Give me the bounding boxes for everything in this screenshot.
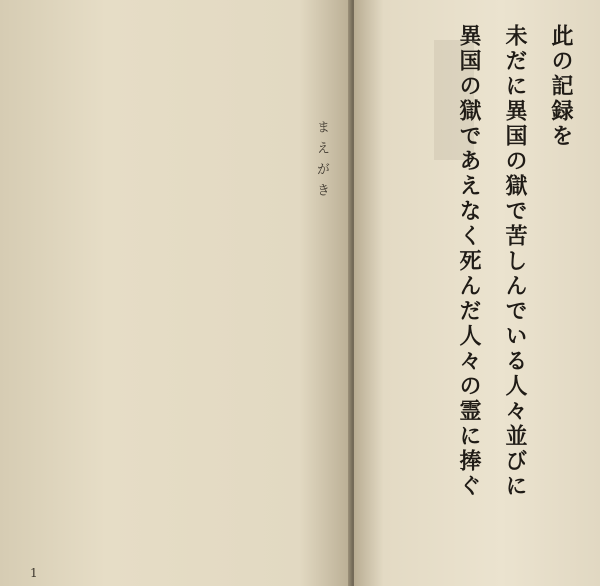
dedication-line-3: 異国の獄であえなく死んだ人々の霊に捧ぐ <box>456 24 482 499</box>
dedication-line-1: 此の記録を <box>548 24 574 149</box>
dedication <box>354 0 600 586</box>
page-number: 1 <box>30 566 38 580</box>
preface-body <box>34 36 324 556</box>
preface-heading: まえがき <box>314 120 329 204</box>
right-page <box>354 0 600 586</box>
dedication-line-2: 未だに異国の獄で苦しんでいる人々並びに <box>502 24 528 499</box>
